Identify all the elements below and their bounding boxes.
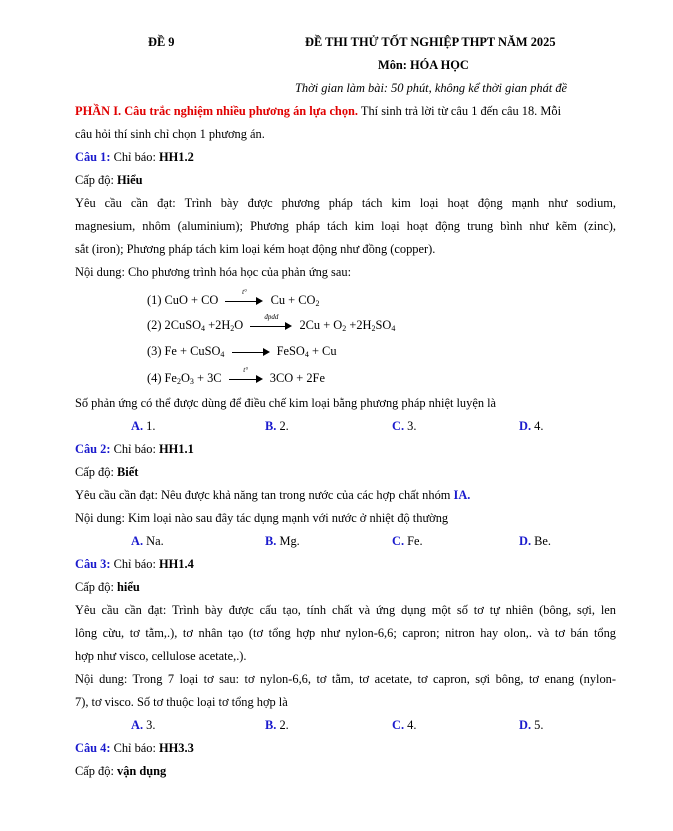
r2-left-c: O [234,318,244,332]
r1-right: Cu + CO [270,293,316,307]
reaction-1 [147,288,320,312]
q3-content-line2: 7), tơ visco. Số tơ thuộc loại tơ tổng hợp là [75,695,288,709]
q1-content: Nội dung: Cho phương trình hóa học của phản ứng sau: [75,265,352,279]
q1-level-value: Hiểu [117,173,143,187]
option-letter: C. [392,419,405,433]
q1-question: Số phản ứng có thể được dùng để điều chế kim loại bằng phương pháp nhiệt luyện là [75,396,497,410]
q4-code: HH3.3 [159,741,194,755]
q3-option-b[interactable] [265,717,289,733]
q3-req-line2: lông cừu, tơ tằm,.), tơ nhân tạo (tơ tổng hợp như nylon-6,6; capron; nitron hay olon,. và tơ bán tổng [75,626,616,640]
r4-left-c: + 3C [193,371,222,385]
option-text: Mg. [276,534,300,548]
r2-right-c: SO [375,318,392,332]
q3-level-value: hiểu [117,580,140,594]
r2-left-a: (2) 2CuSO [147,318,202,332]
q2-option-d[interactable] [519,533,551,549]
q1-code: HH1.2 [159,150,194,164]
option-text: 5. [531,718,544,732]
r4-condition: t° [243,366,249,375]
q1-label: Câu 1: [75,150,111,164]
r2-sub-so4: 4 [391,324,396,333]
r2-sub-4: 4 [201,324,206,333]
q1-req-line1: Yêu cầu cần đạt: Trình bày được phương pháp tách kim loại hoạt động mạnh như sodium, [75,196,616,210]
r2-condition: đpdd [264,313,279,322]
option-letter: B. [265,534,277,548]
r1-condition: t° [242,288,247,297]
option-letter: B. [265,718,277,732]
r3-sub-feso4: 4 [304,350,309,359]
arrow-icon [225,288,263,306]
option-text: 3. [404,419,417,433]
q2-content: Nội dung: Kim loại nào sau đây tác dụng mạnh với nước ở nhiệt độ thường [75,511,449,525]
r2-right-b: +2H [346,318,372,332]
option-letter: B. [265,419,277,433]
reaction-4 [147,366,325,390]
q1-option-d[interactable] [519,418,543,434]
q2-req-text: Yêu cầu cần đạt: Nêu được khả năng tan trong nước của các hợp chất nhóm [75,488,454,502]
q3-req-line1: Yêu cầu cần đạt: Trình bày được cấu tạo, tính chất và ứng dụng một số tơ tự nhiên (bông, sợi, len [75,603,616,617]
r2-sub-o2: 2 [342,324,347,333]
q1-header [75,149,194,165]
q2-code: HH1.1 [159,442,194,456]
q1-req-line2: magnesium, nhôm (aluminium); Phương pháp tách kim loại hoạt động trung bình như kẽm (zinc), [75,219,616,233]
option-text: Fe. [404,534,423,548]
time-note: Thời gian làm bài: 50 phút, không kể thời gian phát đề [295,81,568,95]
q2-level [75,464,138,480]
option-letter: D. [519,718,532,732]
q3-header [75,556,194,572]
q2-level-value: Biết [117,465,139,479]
q1-option-c[interactable] [392,418,416,434]
r3-right-b: + Cu [308,344,337,358]
q2-level-prefix: Cấp độ: [75,465,117,479]
q3-label: Câu 3: [75,557,111,571]
r3-sub-4: 4 [220,350,225,359]
q2-code-prefix: Chỉ báo: [110,442,159,456]
option-letter: A. [131,718,144,732]
r4-sub-3: 3 [189,377,194,386]
part1-instruction [75,103,561,119]
exam-title: ĐỀ THI THỬ TỐT NGHIỆP THPT NĂM 2025 [305,35,556,49]
q3-level-prefix: Cấp độ: [75,580,117,594]
q1-req-line3: sắt (iron); Phương pháp tách kim loại kém hoạt động như đồng (copper). [75,242,436,256]
q4-label: Câu 4: [75,741,111,755]
q3-option-c[interactable] [392,717,416,733]
q1-option-a[interactable] [131,418,155,434]
option-text: 1. [143,419,156,433]
q3-level [75,579,140,595]
r2-sub-h2: 2 [371,324,376,333]
arrow-icon [250,313,292,331]
q1-option-b[interactable] [265,418,289,434]
q2-label: Câu 2: [75,442,111,456]
q2-option-c[interactable] [392,533,423,549]
r4-right: 3CO + 2Fe [269,371,325,385]
option-letter: C. [392,534,405,548]
reaction-2 [147,313,396,337]
r4-left-b: O [180,371,190,385]
arrow-icon [229,366,263,384]
q4-level [75,763,166,779]
part1-instr-line2: câu hỏi thí sinh chỉ chọn 1 phương án. [75,127,265,141]
r2-right-a: 2Cu + O [299,318,343,332]
q2-option-a[interactable] [131,533,164,549]
r2-sub-2: 2 [230,324,235,333]
r4-left-a: (4) Fe [147,371,177,385]
r1-sub: 2 [315,299,320,308]
q1-level-prefix: Cấp độ: [75,173,117,187]
q3-option-a[interactable] [131,717,155,733]
q4-code-prefix: Chỉ báo: [110,741,159,755]
reaction-3 [147,343,337,363]
option-text: 2. [276,419,289,433]
q3-content-line1: Nội dung: Trong 7 loại tơ sau: tơ nylon-6,6, tơ tằm, tơ acetate, tơ capron, sợi bông, tơ enang (nylon- [75,672,616,686]
option-text: Na. [143,534,164,548]
option-text: 3. [143,718,156,732]
q3-code-prefix: Chỉ báo: [110,557,159,571]
q4-level-prefix: Cấp độ: [75,764,117,778]
option-text: 4. [404,718,417,732]
q4-level-value: vận dụng [117,764,167,778]
part1-instr-rest: Thí sinh trả lời từ câu 1 đến câu 18. Mỗi [358,104,562,118]
r3-right: FeSO [276,344,305,358]
q2-header [75,441,194,457]
r3-left: (3) Fe + CuSO [147,344,221,358]
q4-header [75,740,194,756]
arrow-icon [232,347,270,357]
r1-left: (1) CuO + CO [147,293,219,307]
q2-req [75,487,470,503]
option-letter: C. [392,718,405,732]
exam-code: ĐỀ 9 [148,35,175,49]
q2-req-group: IA. [453,488,471,502]
q1-code-prefix: Chỉ báo: [110,150,159,164]
r4-sub-2: 2 [176,377,181,386]
part1-heading: PHẦN I. Câu trắc nghiệm nhiều phương án lựa chọn. [75,104,359,118]
r2-left-b: +2H [205,318,231,332]
option-letter: A. [131,419,144,433]
option-text: 2. [276,718,289,732]
q3-req-line3: hợp như visco, cellulose acetate,.). [75,649,247,663]
q3-code: HH1.4 [159,557,194,571]
option-text: Be. [531,534,552,548]
option-text: 4. [531,419,544,433]
option-letter: D. [519,534,532,548]
option-letter: D. [519,419,532,433]
q1-level [75,172,142,188]
subject: Môn: HÓA HỌC [378,58,469,72]
q3-option-d[interactable] [519,717,543,733]
option-letter: A. [131,534,144,548]
q2-option-b[interactable] [265,533,300,549]
